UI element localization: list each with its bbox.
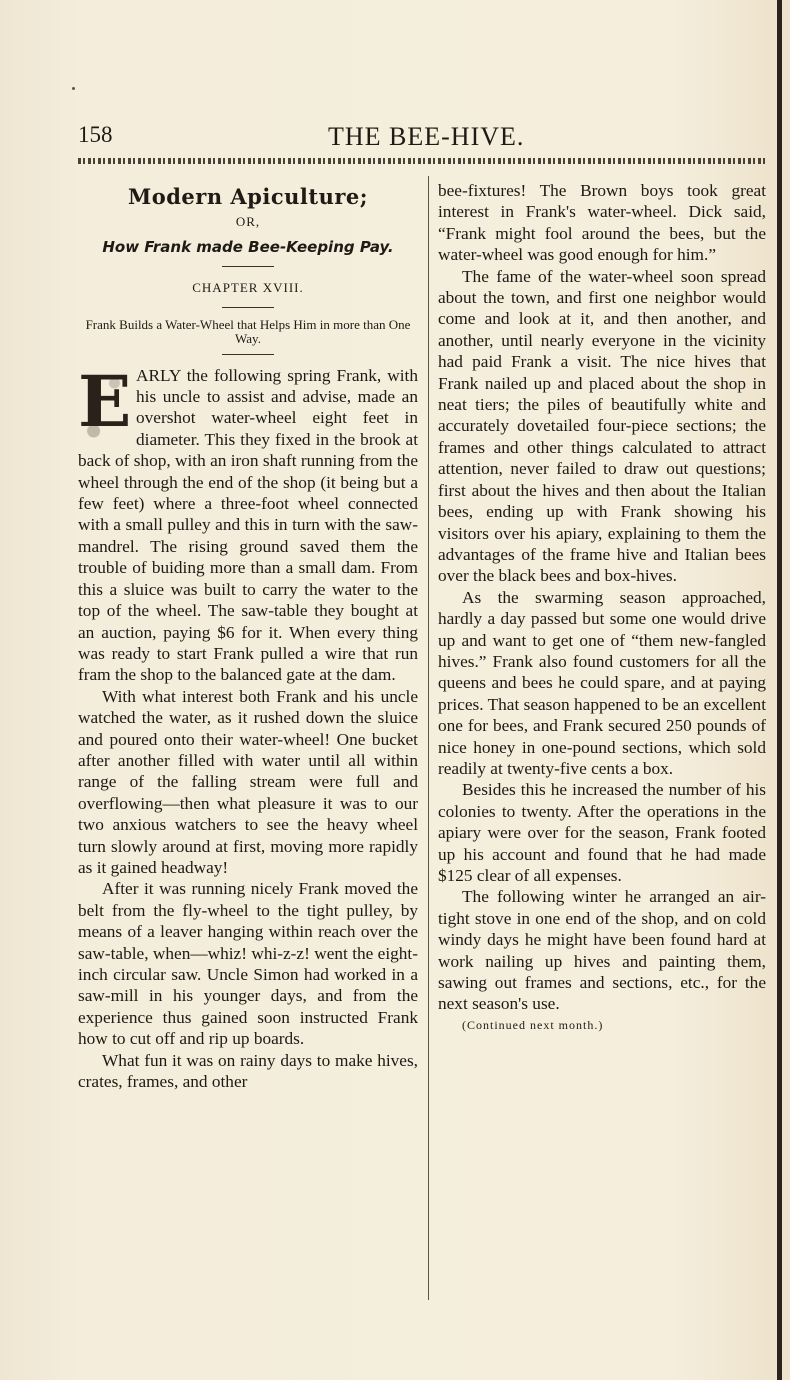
column-divider: [428, 176, 429, 1300]
binding-edge: [777, 0, 782, 1380]
chapter-subtitle: Frank Builds a Water-Wheel that Helps Him in more than One Way.: [85, 316, 411, 346]
article-heading: [78, 186, 418, 355]
body-text-left: [78, 359, 418, 1093]
ornamental-rule: [78, 158, 768, 164]
right-column: [438, 180, 766, 1036]
divider: [222, 354, 274, 355]
paragraph: The fame of the water-wheel soon spread about the town, and first one neighbor would come and look at it, and then another, and another, until nearly everyone in the vicinity had paid Frank a visit. The nice hives that Frank nailed up and placed about the shop in neat tiers; the piles of beautifully white and accurately dovetailed four-piece sections; the frames and other things calculated to attract attention, never failed to draw out questions; first about the hives and then about the Italian bees, ending up with Frank showing his visitors over his apiary, explaining to them the advantages of the frame hive and Italian bees over the black bees and box-hives.: [438, 266, 766, 586]
divider: [222, 266, 274, 267]
drop-cap: E: [78, 367, 130, 447]
paragraph: With what interest both Frank and his uncle watched the water, as it rushed down the sluice and poured onto their water-wheel! One bucket after another filled with water until all within range of the falling stream were full and overflowing—then what pleasure it was to our two anxious watchers to see the heavy wheel turn slowly around at first, moving more rapidly as it gained headway!: [78, 686, 418, 877]
paragraph: Besides this he increased the number of his colonies to twenty. After the operations in the apiary were over for the season, Frank footed up his account and found that he had made $125 clear of all expenses.: [438, 780, 766, 885]
paragraph: What fun it was on rainy days to make hives, crates, frames, and other: [78, 1050, 418, 1092]
continued-note: (Continued next month.): [462, 1017, 604, 1032]
page-number: 158: [78, 122, 113, 147]
article-or: OR,: [235, 214, 261, 230]
paragraph: The following winter he arranged an air-tight stove in one end of the shop, and on cold windy days he might have been found hard at work nailing up hives and painting them, sawing out frames and sections, etc., for the next season's use.: [438, 887, 766, 1014]
left-column: [78, 180, 418, 1092]
article-title: Modern Apiculture;: [127, 184, 369, 209]
paragraph: After it was running nicely Frank moved the belt from the fly-wheel to the tight pulley, by means of a leaver hanging within reach over the saw-table, when—whiz! whi-z-z! went the eight-inch circular saw. Uncle Simon had worked in a saw-mill in his younger days, and from the experience thus gained soon instructed Frank how to cut off and rip up boards.: [78, 879, 418, 1049]
paragraph: bee-fixtures! The Brown boys took great interest in Frank's water-wheel. Dick said, “Frank might fool around the bees, but the water-wheel was good enough for him.”: [438, 181, 766, 265]
running-head: THE BEE-HIVE.: [328, 122, 525, 151]
paragraph: As the swarming season approached, hardly a day passed but some one would drive up and want to get one of “them new-fangled hives.” Frank also found customers for all the queens and bees he could spare, and at paying prices. That season happened to be an excellent one for bees, and Frank secured 250 pounds of nice honey in one-pound sections, which sold readily at twenty-five cents a box.: [438, 587, 766, 778]
article-subtitle: How Frank made Bee-Keeping Pay.: [102, 237, 394, 256]
speck: [72, 87, 75, 90]
chapter-heading: CHAPTER XVIII.: [192, 280, 304, 296]
page-header: [78, 122, 768, 156]
paragraph: ARLY the following spring Frank, with his uncle to assist and advise, made an overshot water-wheel eight feet in diameter. This they fixed in the brook at back of shop, with an iron shaft running from the wheel through the end of the shop (it being but a few feet) where a three-foot wheel connected with a small pulley and this in turn with the saw-mandrel. The rising ground saved them the trouble of buiding more than a small dam. From this a sluice was built to carry the water to the top of the wheel. The saw-table they bought at an auction, paying $6 for it. When every thing was ready to start Frank pulled a wire that run fram the shop to the balanced gate at the dam.: [78, 365, 418, 685]
divider: [222, 307, 274, 308]
